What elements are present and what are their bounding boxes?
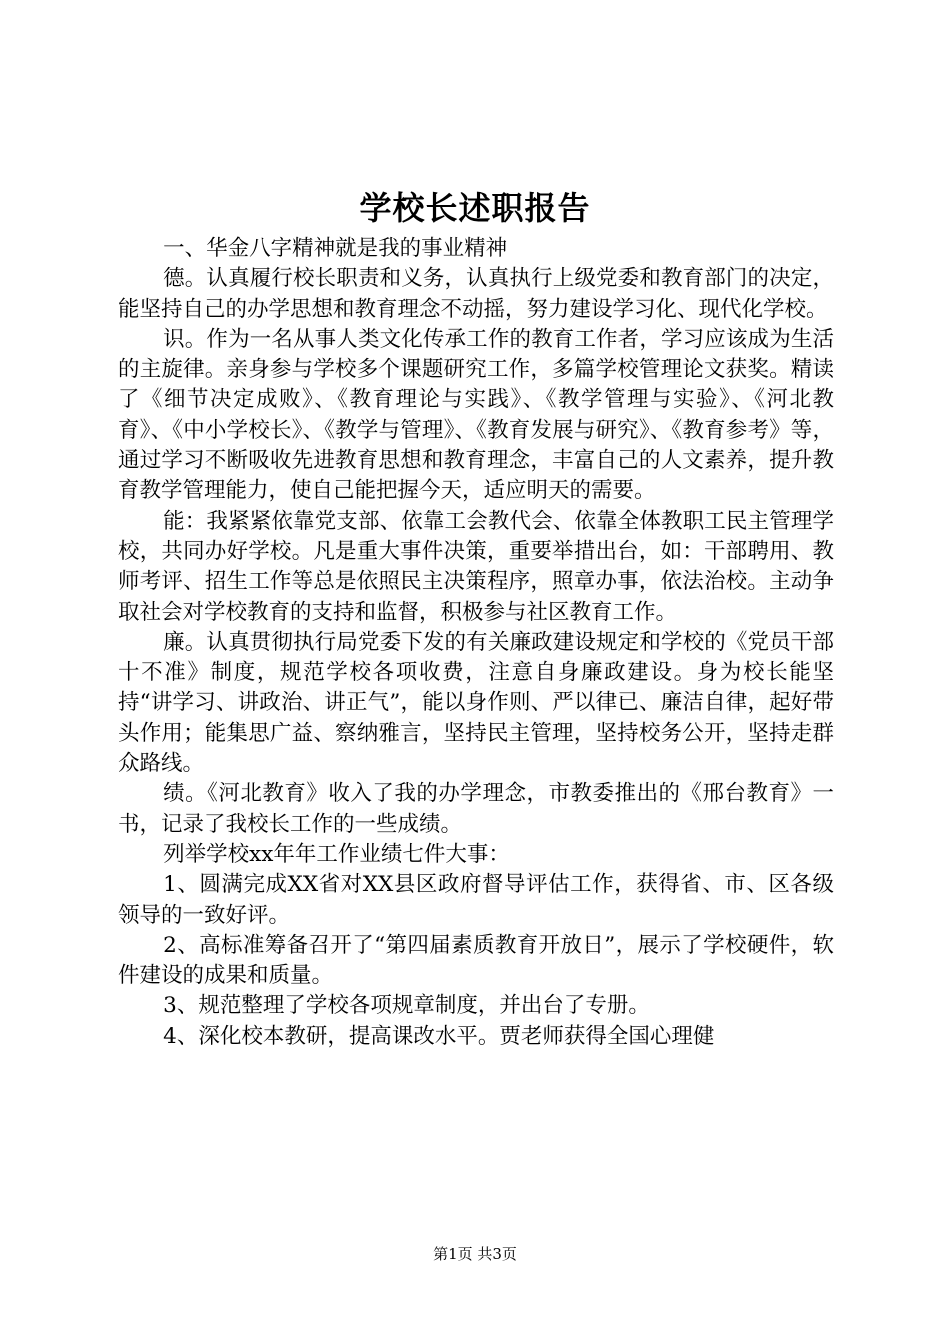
page-footer: 第1页 共3页 [433,1245,517,1263]
paragraph-shi: 识。作为一名从事人类文化传承工作的教育工作者，学习应该成为生活的主旋律。亲身参与学校多个课题研究工作，多篇学校管理论文获奖。精读了《细节决定成败》、《教育理论与实践》、《教学管理与实验》、《河北教育》、《中小学校长》、《教学与管理》、《教育发展与研究》、《教育参考》等，通过学习不断吸收先进教育思想和教育理念，丰富自己的人文素养，提升教育教学管理能力，使自己能把握今天，适应明天的需要。 [118,326,834,504]
document-title: 学校长述职报告 [359,189,591,227]
paragraph-neng: 能：我紧紧依靠党支部、依靠工会教代会、依靠全体教职工民主管理学校，共同办好学校。凡是重大事件决策，重要举措出台，如：干部聘用、教师考评、招生工作等总是依照民主决策程序，照章办事，依法治校。主动争取社会对学校教育的支持和监督，积极参与社区教育工作。 [118,508,834,625]
paragraph-lian: 廉。认真贯彻执行局党委下发的有关廉政建设规定和学校的《党员干部十不准》制度，规范学校各项收费，注意自身廉政建设。身为校长能坚持“讲学习、讲政治、讲正气”，能以身作则、严以律已、廉洁自律，起好带头作用；能集思广益、察纳雅言，坚持民主管理，坚持校务公开，坚持走群众路线。 [118,629,834,777]
paragraph-item-1: 1、圆满完成XX省对XX县区政府督导评估工作，获得省、市、区各级领导的一致好评。 [118,872,834,928]
paragraph-ji: 绩。《河北教育》收入了我的办学理念，市教委推出的《邢台教育》一书，记录了我校长工作的一些成绩。 [118,781,834,837]
paragraph-heading-1: 一、华金八字精神就是我的事业精神 [163,236,508,261]
paragraph-item-4: 4、深化校本教研，提高课改水平。贾老师获得全国心理健 [163,1023,715,1049]
paragraph-item-2: 2、高标准筹备召开了“第四届素质教育开放日”，展示了学校硬件，软件建设的成果和质量。 [118,932,834,989]
paragraph-list-intro: 列举学校xx年年工作业绩七件大事： [163,841,510,867]
document-body [118,234,834,1052]
paragraph-de: 德。认真履行校长职责和义务，认真执行上级党委和教育部门的决定，能坚持自己的办学思想和教育理念不动摇，努力建设学习化、现代化学校。 [118,266,834,322]
paragraph-item-3: 3、规范整理了学校各项规章制度，并出台了专册。 [163,993,650,1019]
